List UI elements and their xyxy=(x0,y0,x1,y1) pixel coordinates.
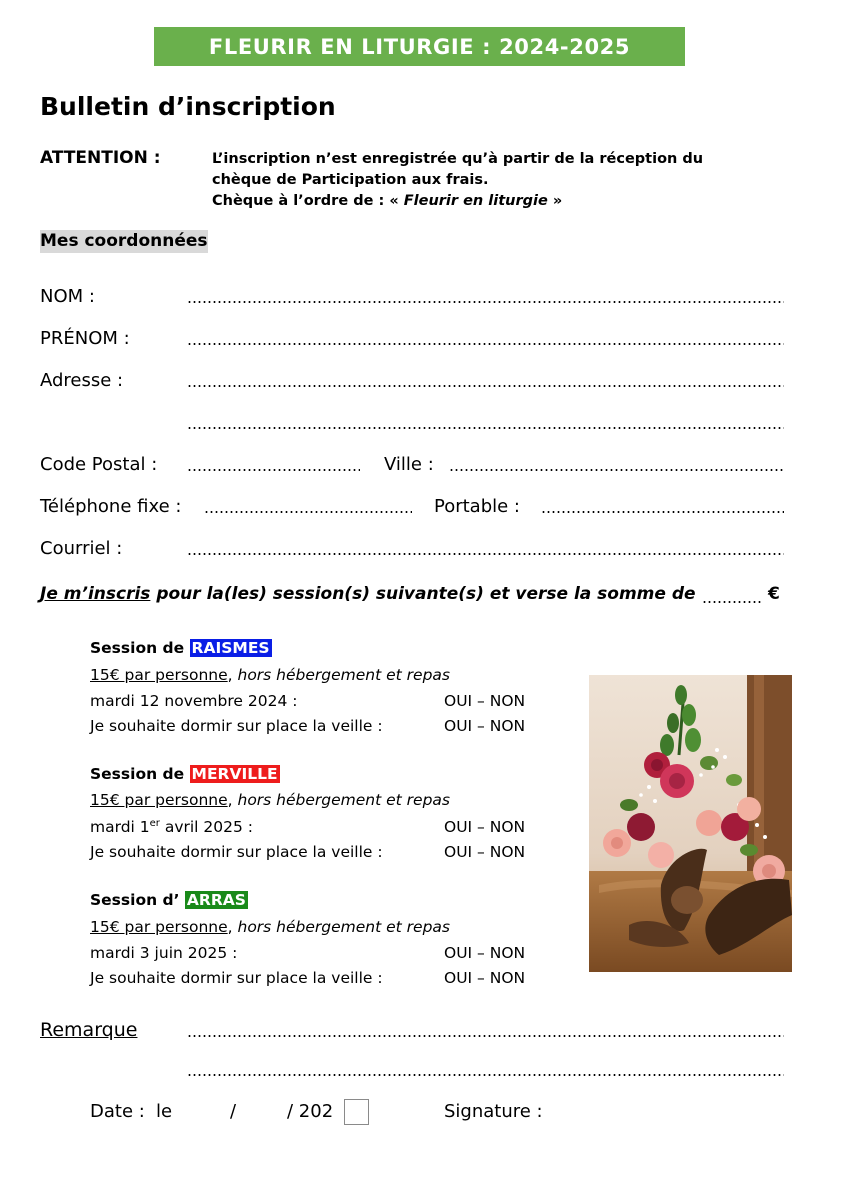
date-text-end: avril 2025 : xyxy=(159,818,254,837)
session-place-raismes: RAISMES xyxy=(191,639,270,657)
price-note: hors hébergement et repas xyxy=(237,918,450,936)
telephone-field[interactable] xyxy=(204,511,412,513)
nom-field[interactable] xyxy=(187,301,784,303)
session-merville-price xyxy=(90,791,450,809)
attention-label: ATTENTION : xyxy=(40,148,161,168)
portable-label: Portable : xyxy=(434,496,521,517)
header-banner xyxy=(154,27,685,66)
session-raismes-sleep: Je souhaite dormir sur place la veille : xyxy=(90,717,383,735)
courriel-field[interactable] xyxy=(187,553,784,555)
date-text: mardi 1 xyxy=(90,818,150,837)
adresse-field-2[interactable] xyxy=(187,427,784,429)
remarque-label: Remarque xyxy=(40,1019,138,1041)
session-arras-choice[interactable]: OUI – NON xyxy=(444,944,526,962)
session-raismes-price xyxy=(90,666,450,684)
session-prefix: Session d’ xyxy=(90,891,185,909)
adresse-label: Adresse : xyxy=(40,370,124,391)
session-raismes-sleep-choice[interactable]: OUI – NON xyxy=(444,717,526,735)
date-ordinal: er xyxy=(149,818,160,829)
inscription-prefix: Je m’inscris xyxy=(40,584,151,604)
amount-field[interactable] xyxy=(702,601,762,603)
session-merville-choice[interactable]: OUI – NON xyxy=(444,818,526,836)
price-label: 15€ par personne xyxy=(90,918,228,936)
remarque-field-2[interactable] xyxy=(187,1074,784,1076)
date-slash-1: / xyxy=(230,1101,237,1122)
session-raismes-title xyxy=(90,639,272,657)
session-raismes-choice[interactable]: OUI – NON xyxy=(444,692,526,710)
adresse-field-1[interactable] xyxy=(187,385,784,387)
signature-label: Signature : xyxy=(444,1101,543,1122)
page-title: Bulletin d’inscription xyxy=(40,92,336,121)
remarque-field-1[interactable] xyxy=(187,1035,784,1037)
session-arras-sleep: Je souhaite dormir sur place la veille : xyxy=(90,969,383,987)
price-note: hors hébergement et repas xyxy=(237,666,450,684)
session-merville-title xyxy=(90,765,280,783)
session-merville-sleep-choice[interactable]: OUI – NON xyxy=(444,843,526,861)
ville-label: Ville : xyxy=(384,454,434,475)
price-separator: , xyxy=(227,666,238,684)
date-slash-2: / 202 xyxy=(287,1101,334,1122)
nom-label: NOM : xyxy=(40,286,95,307)
session-prefix: Session de xyxy=(90,639,190,657)
attention-line-1: L’inscription n’est enregistrée qu’à partir de la réception du xyxy=(212,151,704,167)
date-le: le xyxy=(156,1101,173,1122)
price-label: 15€ par personne xyxy=(90,791,228,809)
session-merville-sleep: Je souhaite dormir sur place la veille : xyxy=(90,843,383,861)
cheque-order-prefix: Chèque à l’ordre de : « xyxy=(212,193,404,209)
session-merville-date xyxy=(90,818,253,836)
session-place-merville: MERVILLE xyxy=(191,765,278,783)
price-separator: , xyxy=(227,918,238,936)
currency-symbol: € xyxy=(768,584,780,604)
session-arras-sleep-choice[interactable]: OUI – NON xyxy=(444,969,526,987)
header-title: FLEURIR EN LITURGIE : 2024-2025 xyxy=(208,34,631,59)
price-note: hors hébergement et repas xyxy=(237,791,450,809)
inscription-sentence xyxy=(40,584,696,604)
price-separator: , xyxy=(227,791,238,809)
ville-field[interactable] xyxy=(449,469,784,471)
flower-arrangement-photo xyxy=(589,675,792,972)
price-label: 15€ par personne xyxy=(90,666,228,684)
prenom-field[interactable] xyxy=(187,343,784,345)
session-prefix: Session de xyxy=(90,765,190,783)
session-raismes-date: mardi 12 novembre 2024 : xyxy=(90,692,298,710)
code-postal-field[interactable] xyxy=(187,469,360,471)
attention-text xyxy=(212,149,732,212)
courriel-label: Courriel : xyxy=(40,538,123,559)
cheque-order-suffix: » xyxy=(547,193,563,209)
attention-line-3 xyxy=(212,191,732,212)
portable-field[interactable] xyxy=(541,511,784,513)
inscription-suffix: pour la(les) session(s) suivante(s) et verse la somme de xyxy=(150,584,696,604)
year-digit-box[interactable] xyxy=(344,1099,369,1125)
prenom-label: PRÉNOM : xyxy=(40,328,130,349)
date-label: Date : xyxy=(90,1101,145,1122)
coordinates-heading: Mes coordonnées xyxy=(40,231,208,251)
attention-line-2: chèque de Participation aux frais. xyxy=(212,172,489,188)
telephone-label: Téléphone fixe : xyxy=(40,496,182,517)
session-place-arras: ARRAS xyxy=(186,891,246,909)
session-arras-price xyxy=(90,918,450,936)
session-arras-date: mardi 3 juin 2025 : xyxy=(90,944,238,962)
code-postal-label: Code Postal : xyxy=(40,454,158,475)
session-arras-title xyxy=(90,891,248,909)
cheque-payee: Fleurir en liturgie xyxy=(403,193,548,209)
